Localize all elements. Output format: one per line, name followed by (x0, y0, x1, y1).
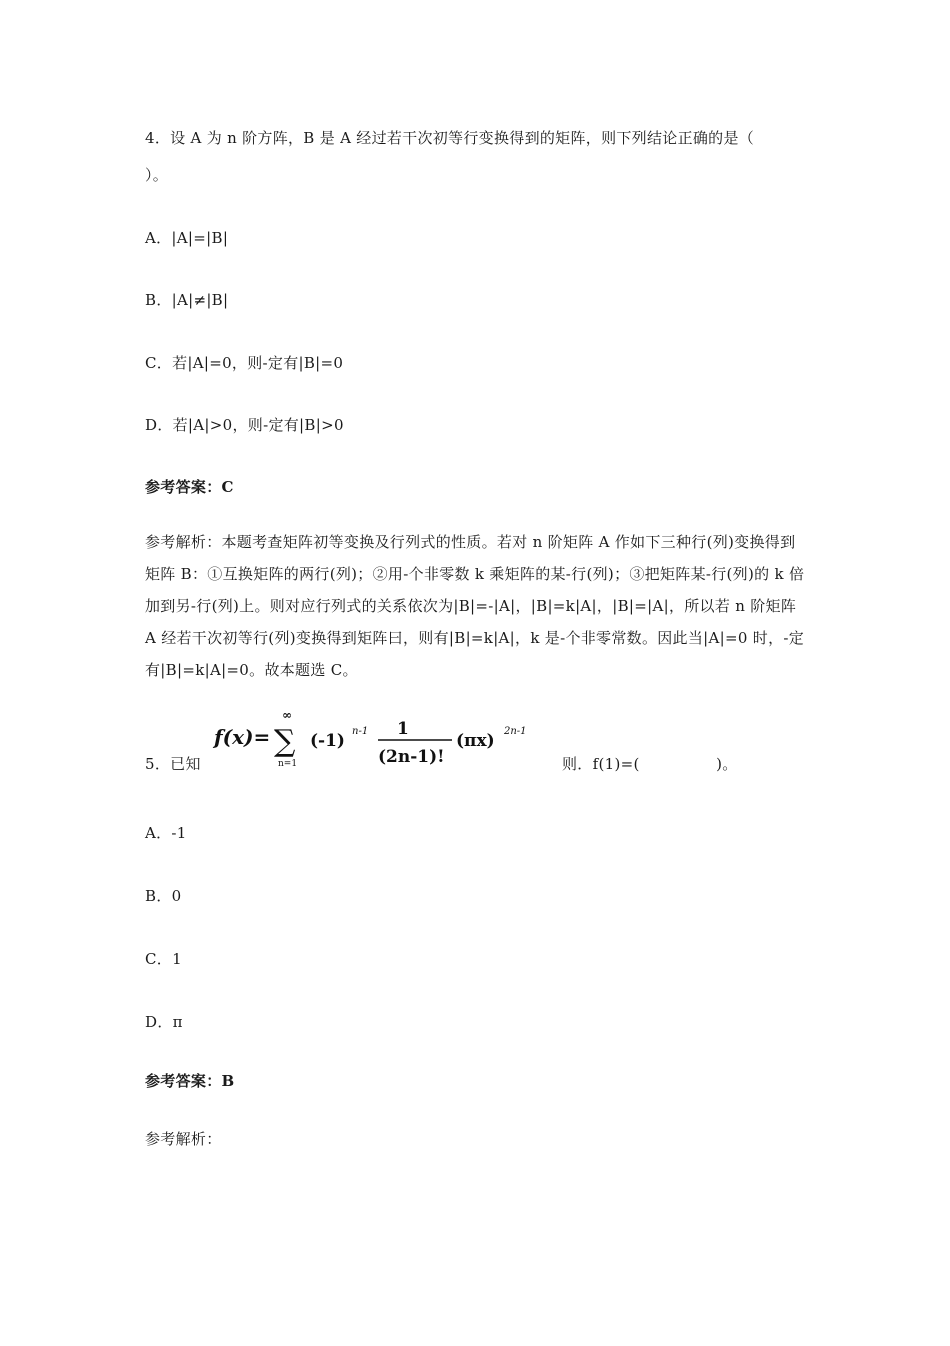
formula-lower-limit: n=1 (278, 759, 298, 769)
q4-stem-line1: 4．设 A 为 n 阶方阵，B 是 A 经过若干次初等行变换得到的矩阵，则下列结论正确的是（ (145, 129, 755, 147)
q5-option-b: B．0 (145, 887, 182, 905)
q5-answer: 参考答案：B (145, 1072, 235, 1090)
series-formula-image (212, 706, 537, 772)
q4-option-a: A．|A|=|B| (145, 229, 229, 247)
q5-stem-suffix: 则．f(1)=( )。 (562, 755, 738, 773)
formula-power-base: (πx) (456, 731, 495, 751)
q4-option-c: C．若|A|=0，则-定有|B|=0 (145, 354, 344, 372)
q5-option-d: D．π (145, 1013, 183, 1031)
q4-stem-line2: ）。 (145, 166, 169, 184)
q4-option-b: B．|A|≠|B| (145, 291, 229, 309)
q5-option-c: C．1 (145, 950, 182, 968)
q5-stem-prefix: 5．已知 (145, 755, 201, 773)
formula-denominator: (2n-1)! (378, 747, 445, 767)
q4-answer: 参考答案：C (145, 478, 234, 496)
q5-analysis: 参考解析： (145, 1130, 222, 1148)
formula-lhs: f(x)= (214, 725, 271, 749)
formula-sign-exponent: n-1 (352, 726, 369, 737)
q5-option-a: A．-1 (145, 824, 187, 842)
q4-analysis: 参考解析：本题考查矩阵初等变换及行列式的性质。若对 n 阶矩阵 A 作如下三种行(列)变换得到矩阵 B：①互换矩阵的两行(列)；②用-个非零数 k 乘矩阵的某-行(列)；③把矩阵某-行(列)的 k 倍加到另-行(列)上。则对应行列式的关系依次为|B|=-|A|，|B|=k|A|，|B|=|A|，所以若 n 阶矩阵 A 经若干次初等行(列)变换得到矩阵曰，则有|B|=k|A|，k 是-个非零常数。因此当|A|=0 时，-定有|B|=k|A|=0。故本题选 C。 (145, 533, 805, 679)
formula-numerator: 1 (397, 719, 409, 739)
formula-upper-limit: ∞ (282, 708, 292, 722)
formula-sign: (-1) (310, 731, 345, 751)
q4-option-d: D．若|A|>0，则-定有|B|>0 (145, 416, 344, 434)
formula-sigma: ∑ (274, 724, 296, 759)
formula-power-exponent: 2n-1 (504, 726, 527, 737)
